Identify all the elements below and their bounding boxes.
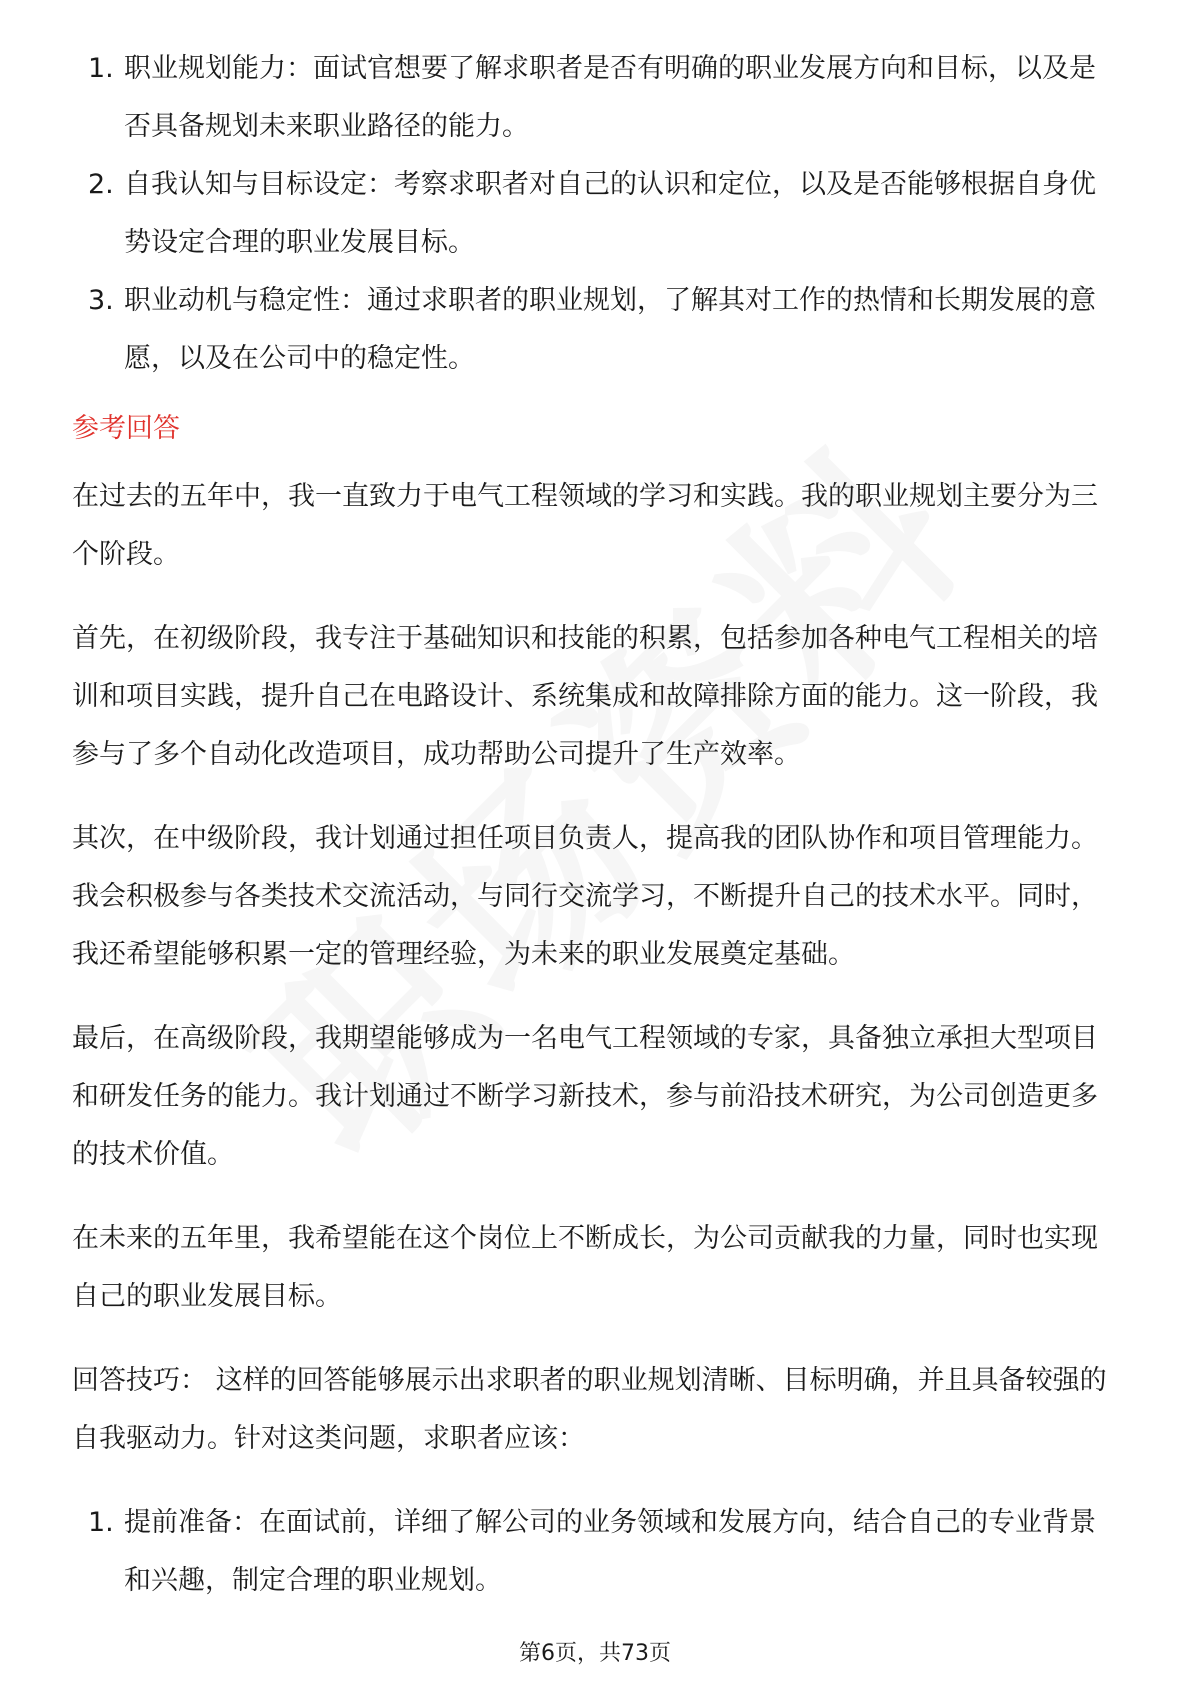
list-item	[72, 272, 1120, 388]
list-item	[72, 40, 1120, 156]
list-number: 3.	[88, 285, 114, 316]
paragraph: 在过去的五年中，我一直致力于电气工程领域的学习和实践。我的职业规划主要分为三个阶段。	[72, 481, 1098, 570]
paragraph: 最后，在高级阶段，我期望能够成为一名电气工程领域的专家，具备独立承担大型项目和研发任务的能力。我计划通过不断学习新技术，参与前沿技术研究，为公司创造更多的技术价值。	[72, 1023, 1098, 1170]
list-item	[72, 1494, 1120, 1610]
focus-points-list	[72, 40, 1120, 388]
list-item-text: 提前准备：在面试前，详细了解公司的业务领域和发展方向，结合自己的专业背景和兴趣，制定合理的职业规划。	[124, 1507, 1096, 1596]
list-number: 2.	[88, 169, 114, 200]
list-item-text: 职业动机与稳定性：通过求职者的职业规划，了解其对工作的热情和长期发展的意愿，以及在公司中的稳定性。	[124, 285, 1096, 374]
list-number: 1.	[88, 1507, 114, 1538]
list-item	[72, 156, 1120, 272]
answer-tips-paragraph: 回答技巧： 这样的回答能够展示出求职者的职业规划清晰、目标明确，并且具备较强的自我驱动力。针对这类问题，求职者应该：	[72, 1365, 1107, 1454]
section-heading: 参考回答	[72, 413, 180, 444]
paragraph: 在未来的五年里，我希望能在这个岗位上不断成长，为公司贡献我的力量，同时也实现自己的职业发展目标。	[72, 1223, 1098, 1312]
list-item-text: 自我认知与目标设定：考察求职者对自己的认识和定位，以及是否能够根据自身优势设定合理的职业发展目标。	[124, 169, 1096, 258]
page-footer: 第6页，共73页	[519, 1641, 671, 1666]
tips-list	[72, 1494, 1120, 1610]
paragraph: 其次，在中级阶段，我计划通过担任项目负责人，提高我的团队协作和项目管理能力。我会积极参与各类技术交流活动，与同行交流学习，不断提升自己的技术水平。同时，我还希望能够积累一定的管理经验，为未来的职业发展奠定基础。	[72, 823, 1098, 970]
list-number: 1.	[88, 53, 114, 84]
paragraph: 首先，在初级阶段，我专注于基础知识和技能的积累，包括参加各种电气工程相关的培训和项目实践，提升自己在电路设计、系统集成和故障排除方面的能力。这一阶段，我参与了多个自动化改造项目，成功帮助公司提升了生产效率。	[72, 623, 1098, 770]
document-body	[72, 40, 1120, 1610]
list-item-text: 职业规划能力：面试官想要了解求职者是否有明确的职业发展方向和目标，以及是否具备规划未来职业路径的能力。	[124, 53, 1096, 142]
